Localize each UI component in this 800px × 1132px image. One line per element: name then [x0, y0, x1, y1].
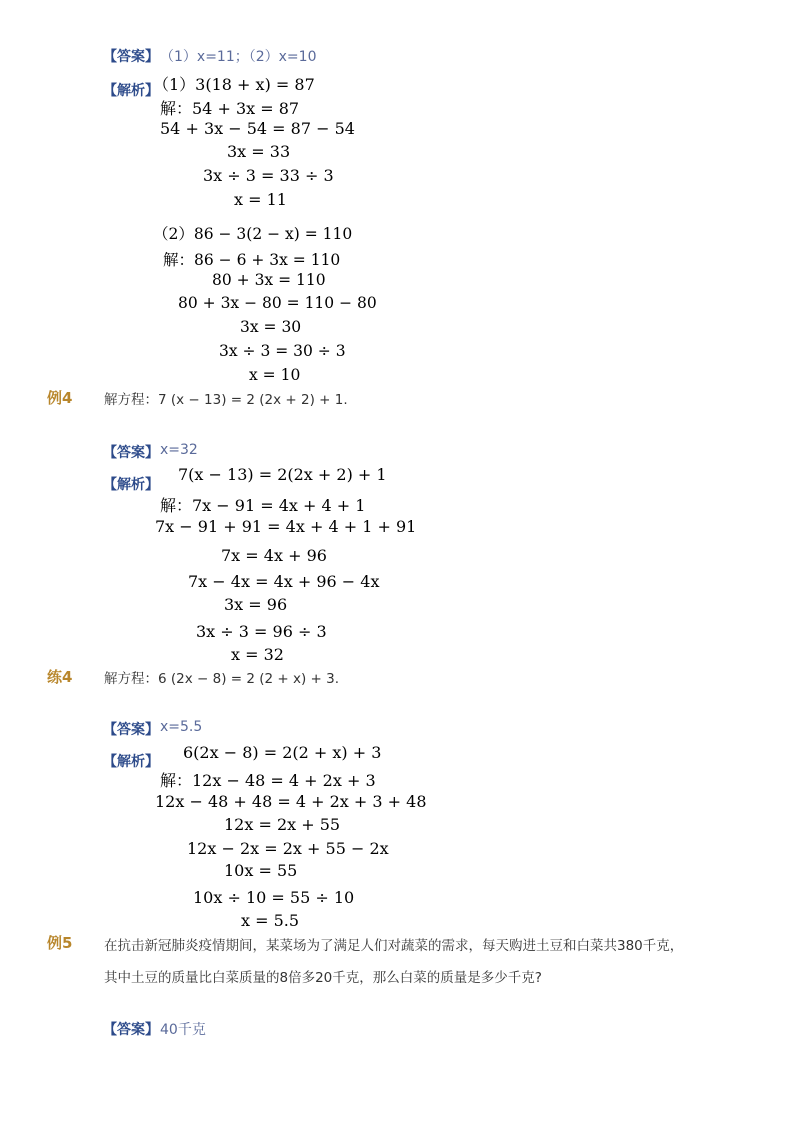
analysis-label: 【解析】: [103, 477, 159, 493]
answer-value: x=5.5: [160, 719, 203, 735]
equation-line: x = 10: [249, 366, 301, 384]
example-4-problem: 解方程：7 (x − 13) = 2 (2x + 2) + 1.: [104, 392, 348, 408]
example-5-problem-line-1: 在抗击新冠肺炎疫情期间，某菜场为了满足人们对蔬菜的需求，每天购进土豆和白菜共380千克，: [104, 938, 684, 954]
equation-line: 3x ÷ 3 = 30 ÷ 3: [219, 342, 346, 360]
equation-line: x = 5.5: [241, 911, 300, 930]
equation-line: 80 + 3x = 110: [212, 271, 326, 289]
practice-4-label: 练4: [47, 668, 73, 686]
equation-line: 3x = 30: [240, 318, 302, 336]
equation-line: 12x − 2x = 2x + 55 − 2x: [187, 839, 389, 858]
answer-label: 【答案】: [103, 445, 159, 461]
equation-line: x = 11: [234, 190, 287, 209]
equation-line: 54 + 3x − 54 = 87 − 54: [160, 119, 355, 138]
answer-label: 【答案】: [103, 49, 159, 65]
equation-line: 3x ÷ 3 = 96 ÷ 3: [196, 622, 327, 641]
equation-line: 解：7x − 91 = 4x + 4 + 1: [160, 496, 366, 515]
example-4-label: 例4: [47, 389, 73, 407]
analysis-label: 【解析】: [103, 83, 159, 99]
answer-label: 【答案】: [103, 1022, 159, 1038]
answer-value: x=32: [160, 442, 198, 458]
equation-line: 12x = 2x + 55: [224, 815, 341, 834]
equation-line: 3x = 33: [227, 142, 291, 161]
equation-line: （2）86 − 3(2 − x) = 110: [153, 225, 353, 243]
equation-line: 10x ÷ 10 = 55 ÷ 10: [193, 888, 355, 907]
equation-line: 7x = 4x + 96: [221, 546, 327, 565]
practice-4-problem: 解方程：6 (2x − 8) = 2 (2 + x) + 3.: [104, 671, 340, 687]
equation-line: 12x − 48 + 48 = 4 + 2x + 3 + 48: [155, 792, 427, 811]
example-5-label: 例5: [47, 934, 73, 952]
equation-line: 3x = 96: [224, 595, 288, 614]
equation-line: 7x − 4x = 4x + 96 − 4x: [188, 572, 380, 591]
equation-line: x = 32: [231, 645, 284, 664]
equation-line: 解：86 − 6 + 3x = 110: [163, 251, 341, 269]
equation-line: 解：12x − 48 = 4 + 2x + 3: [160, 771, 376, 790]
equation-line: 6(2x − 8) = 2(2 + x) + 3: [183, 743, 382, 762]
answer-label: 【答案】: [103, 722, 159, 738]
equation-line: 解：54 + 3x = 87: [160, 99, 300, 118]
equation-line: 7(x − 13) = 2(2x + 2) + 1: [178, 465, 387, 484]
equation-line: 7x − 91 + 91 = 4x + 4 + 1 + 91: [155, 517, 417, 536]
example-5-problem-line-2: 其中土豆的质量比白菜质量的8倍多20千克，那么白菜的质量是多少千克?: [104, 970, 542, 986]
equation-line: 10x = 55: [224, 861, 298, 880]
equation-line: 3x ÷ 3 = 33 ÷ 3: [203, 166, 334, 185]
analysis-label: 【解析】: [103, 754, 159, 770]
equation-line: （1）3(18 + x) = 87: [153, 75, 315, 94]
answer-value: 40千克: [160, 1022, 206, 1038]
answer-value: （1）x=11；（2）x=10: [160, 49, 317, 65]
equation-line: 80 + 3x − 80 = 110 − 80: [178, 294, 377, 312]
